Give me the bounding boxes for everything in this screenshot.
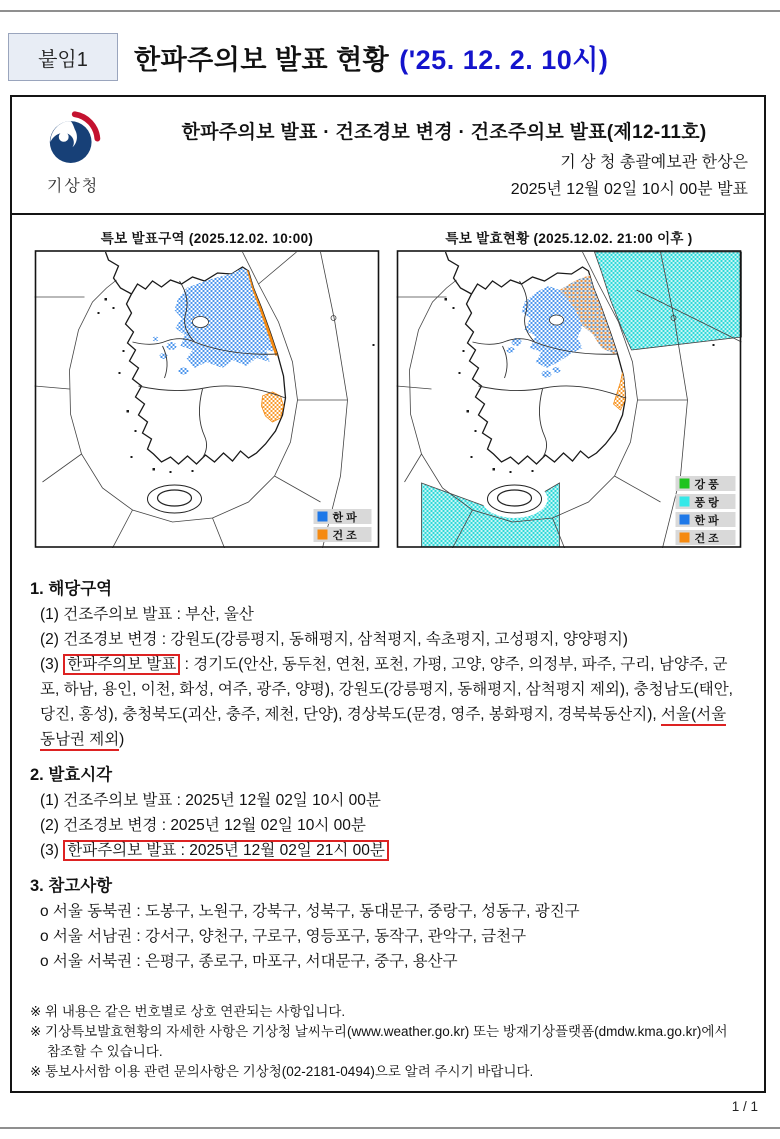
wind-wave-area-east-sea [595, 252, 742, 350]
area-item-dry-warning-change: (2) 건조경보 변경 : 강원도(강릉평지, 동해평지, 삼척평지, 속초평지, 고성평지, 양양평지) [40, 631, 628, 648]
dry-swatch [318, 530, 328, 540]
time-item-cold-wave-advisory [40, 838, 740, 863]
section-heading: 1. 해당구역 [30, 580, 113, 598]
kma-logo-icon [44, 109, 102, 167]
left-map-legend [314, 509, 372, 542]
document-title: 한파주의보 발표 · 건조경보 변경 · 건조주의보 발표(제12-11호) [181, 122, 707, 143]
document-frame [10, 95, 766, 1093]
seoul-northeast-districts: o 서울 동북권 : 도봉구, 노원구, 강북구, 성북구, 동대문구, 중랑구, 성동구, 광진구 [40, 903, 580, 920]
legend-label: 한 파 [332, 512, 357, 524]
maps-row [12, 227, 764, 548]
section-affected-areas [12, 576, 764, 752]
legend-label: 건 조 [694, 533, 719, 545]
page-title-date: ('25. 12. 2. 10시) [399, 44, 609, 75]
section-heading: 3. 참고사항 [30, 877, 113, 895]
footnote: ※ 기상특보발효현황의 자세한 사항은 기상청 날씨누리(www.weather.go.kr) 또는 방재기상플랫폼(dmdw.kma.go.kr)에서 참조할 수 있습니다. [30, 1024, 728, 1059]
jeju-island [148, 485, 202, 513]
left-map-title: 특보 발표구역 (2025.12.02. 10:00) [100, 231, 314, 246]
issuer-name: 기 상 청 총괄예보관 한상은 [560, 154, 748, 171]
left-map [34, 250, 380, 548]
red-box-highlight: 한파주의보 발표 : 2025년 12월 02일 21시 00분 [63, 840, 389, 861]
cold-wave-swatch [318, 512, 328, 522]
agency-name: 기상청 [46, 178, 100, 195]
seoul-northwest-districts: o 서울 서북권 : 은평구, 종로구, 마포구, 서대문구, 중구, 용산구 [40, 953, 458, 970]
item-number: (3) [40, 842, 64, 859]
area-list: : 경기도(안산, 동두천, 연천, 포천, 가평, 고양, 양주, 의정부, 파주, 구리, 남양주, 군포, 하남, 용인, 이천, 화성, 여주, 광주, 양평), 강원도(강릉평지, 동해평지, 삼척평지 제외), 충청남도(태안, 당진, 홍성), 충청북도(괴산, 충주, 제천, 단양), 경상북도(문경, 영주, 봉화평지, 경북북동산지), [40, 656, 733, 723]
right-map-title: 특보 발효현황 (2025.12.02. 21:00 이후 ) [445, 231, 693, 246]
footnote: ※ 통보사서함 이용 관련 문의사항은 기상청(02-2181-0494)으로 알려 주시기 바랍니다. [30, 1064, 534, 1079]
cold-wave-swatch [680, 515, 690, 525]
attachment-header [8, 33, 772, 81]
footnotes [12, 1002, 764, 1082]
area-list-end: ) [119, 731, 125, 748]
red-underline-highlight: 서울(서울동남권 제외 [40, 706, 726, 751]
jeju-island [482, 480, 548, 518]
seoul-enclave [550, 315, 564, 325]
page-number: 1 / 1 [731, 1099, 758, 1114]
legend-label: 강 풍 [694, 479, 719, 491]
attachment-label: 붙임1 [8, 33, 118, 81]
right-map-legend [676, 476, 736, 545]
legend-label: 건 조 [332, 530, 357, 542]
kma-header [12, 97, 764, 215]
wind-wave-swatch [680, 497, 690, 507]
item-number: (3) [40, 656, 64, 673]
section-heading: 2. 발효시각 [30, 766, 113, 784]
legend-label: 풍 랑 [694, 497, 719, 509]
section-effective-times [12, 762, 764, 863]
issuer-block [511, 149, 748, 203]
top-divider [0, 10, 780, 12]
page-title-text: 한파주의보 발표 현황 [134, 44, 390, 75]
seoul-enclave [193, 317, 209, 328]
right-map [396, 250, 742, 548]
issue-datetime: 2025년 12월 02일 10시 00분 발표 [510, 181, 748, 198]
time-item-dry-warning-change: (2) 건조경보 변경 : 2025년 12월 02일 10시 00분 [40, 817, 366, 834]
map-effective-status [396, 227, 742, 548]
area-item-dry-advisory: (1) 건조주의보 발표 : 부산, 울산 [40, 606, 254, 623]
legend-label: 한 파 [694, 515, 719, 527]
area-item-cold-wave-advisory [40, 652, 740, 752]
page-title [118, 33, 772, 81]
map-announced-areas [34, 227, 380, 548]
footnote: ※ 위 내용은 같은 번호별로 상호 연관되는 사항입니다. [30, 1004, 346, 1019]
red-box-highlight: 한파주의보 발표 [63, 654, 180, 675]
time-item-dry-advisory: (1) 건조주의보 발표 : 2025년 12월 02일 10시 00분 [40, 792, 381, 809]
north-coastline [106, 252, 132, 294]
bottom-divider [0, 1127, 780, 1129]
seoul-southwest-districts: o 서울 서남권 : 강서구, 양천구, 구로구, 영등포구, 동작구, 관악구, 금천구 [40, 928, 527, 945]
kma-logo-block [40, 109, 106, 196]
section-reference [12, 873, 764, 974]
strong-wind-swatch [680, 479, 690, 489]
dry-swatch [680, 533, 690, 543]
